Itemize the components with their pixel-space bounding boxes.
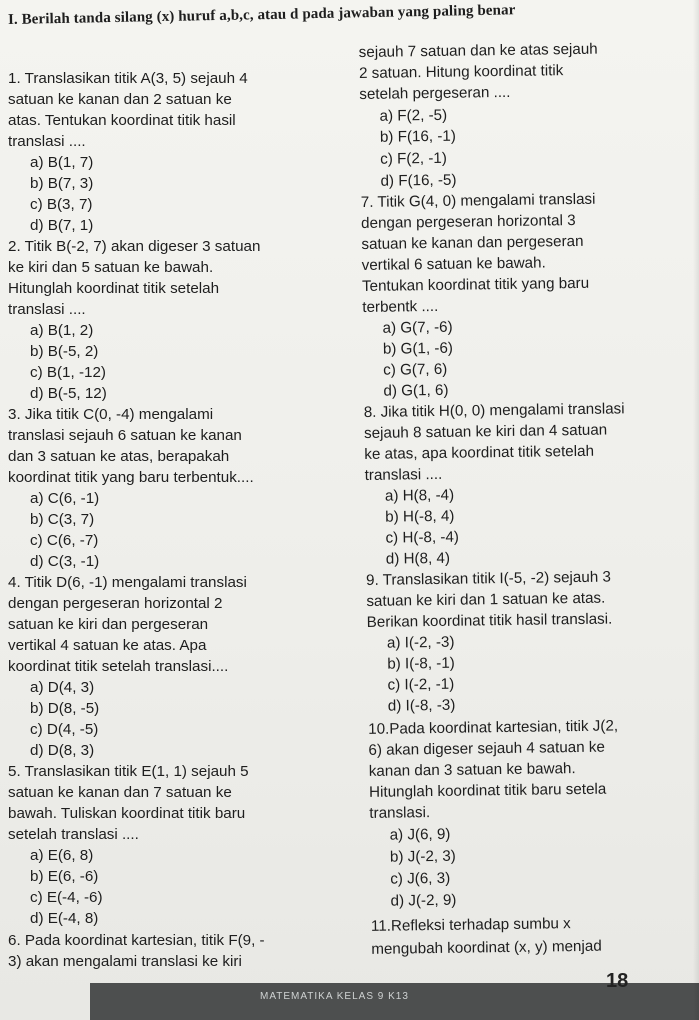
question-7-option-c[interactable]: c) G(7, 6): [383, 360, 448, 379]
question-9-option-d[interactable]: d) I(-8, -3): [387, 696, 456, 715]
question-6-option-b[interactable]: b) F(16, -1): [379, 127, 456, 146]
question-10-line-3: kanan dan 3 satuan ke bawah.: [368, 760, 576, 780]
question-4-option-a[interactable]: a) D(4, 3): [30, 679, 95, 696]
question-4-line-2: dengan pergeseran horizontal 2: [8, 595, 223, 612]
question-7-option-b[interactable]: b) G(1, -6): [382, 339, 454, 358]
question-3-line-1: 3. Jika titik C(0, -4) mengalami: [8, 406, 214, 423]
question-2-option-c[interactable]: c) B(1, -12): [30, 364, 106, 381]
question-9-line-1: 9. Translasikan titik I(-5, -2) sejauh 3: [365, 568, 611, 589]
question-4-line-1: 4. Titik D(6, -1) mengalami translasi: [8, 574, 247, 591]
question-7-option-d[interactable]: d) G(1, 6): [383, 381, 449, 400]
question-4-line-4: vertikal 4 satuan ke atas. Apa: [8, 637, 207, 654]
question-1-line-4: translasi ....: [8, 133, 86, 150]
question-5-line-3: bawah. Tuliskan koordinat titik baru: [8, 805, 246, 822]
question-2-option-b[interactable]: b) B(-5, 2): [30, 343, 99, 360]
question-4-line-3: satuan ke kiri dan pergeseran: [8, 616, 209, 633]
question-4-option-b[interactable]: b) D(8, -5): [30, 700, 100, 717]
question-3-line-3: dan 3 satuan ke atas, berapakah: [8, 448, 230, 465]
question-5-option-b[interactable]: b) E(6, -6): [30, 868, 99, 885]
question-7-line-5: Tentukan koordinat titik yang baru: [361, 274, 590, 295]
question-5-option-d[interactable]: d) E(-4, 8): [30, 910, 99, 927]
question-10-option-b[interactable]: b) J(-2, 3): [389, 847, 456, 866]
question-10-option-d[interactable]: d) J(-2, 9): [390, 891, 457, 910]
question-8-option-b[interactable]: b) H(-8, 4): [385, 507, 455, 526]
question-3-option-c[interactable]: c) C(6, -7): [30, 532, 99, 549]
question-7-line-2: dengan pergeseran horizontal 3: [361, 211, 576, 232]
question-1-line-1: 1. Translasikan titik A(3, 5) sejauh 4: [8, 70, 248, 87]
question-3-option-b[interactable]: b) C(3, 7): [30, 511, 95, 528]
question-10-line-4: Hitunglah koordinat titik baru setela: [368, 780, 607, 801]
question-7-option-a[interactable]: a) G(7, -6): [382, 318, 453, 337]
question-1-option-c[interactable]: c) B(3, 7): [30, 196, 93, 213]
question-4-option-d[interactable]: d) D(8, 3): [30, 742, 95, 759]
question-5-line-4: setelah translasi ....: [8, 826, 139, 843]
question-5-option-c[interactable]: c) E(-4, -6): [30, 889, 103, 906]
question-6-line-3: sejauh 7 satuan dan ke atas sejauh: [358, 40, 598, 61]
question-8-option-d[interactable]: d) H(8, 4): [385, 549, 451, 568]
page-number: 18: [606, 970, 629, 992]
section-title: I. Berilah tanda silang (x) huruf a,b,c, atau d pada jawaban yang paling benar: [7, 2, 516, 28]
question-7-line-3: satuan ke kanan dan pergeseran: [361, 232, 584, 253]
question-8-line-2: sejauh 8 satuan ke kiri dan 4 satuan: [363, 421, 608, 442]
question-8-line-3: ke atas, apa koordinat titik setelah: [364, 442, 595, 463]
question-10-line-5: translasi.: [369, 804, 431, 822]
question-6-line-1: 6. Pada koordinat kartesian, titik F(9, -: [8, 932, 265, 949]
question-9-line-2: satuan ke kiri dan 1 satuan ke atas.: [366, 589, 606, 610]
question-2-line-2: ke kiri dan 5 satuan ke bawah.: [8, 259, 214, 276]
question-6-option-a[interactable]: a) F(2, -5): [379, 106, 448, 125]
question-11-line-2: mengubah koordinat (x, y) menjad: [371, 937, 602, 958]
question-4-option-c[interactable]: c) D(4, -5): [30, 721, 99, 738]
question-9-option-c[interactable]: c) I(-2, -1): [387, 675, 455, 694]
question-2-option-a[interactable]: a) B(1, 2): [30, 322, 94, 339]
footer-label: MATEMATIKA KELAS 9 K13: [260, 991, 409, 1002]
question-9-option-b[interactable]: b) I(-8, -1): [387, 654, 455, 673]
question-5-line-1: 5. Translasikan titik E(1, 1) sejauh 5: [8, 763, 249, 780]
question-7-line-1: 7. Titik G(4, 0) mengalami translasi: [360, 190, 596, 211]
question-5-line-2: satuan ke kanan dan 7 satuan ke: [8, 784, 232, 801]
question-3-line-2: translasi sejauh 6 satuan ke kanan: [8, 427, 242, 444]
question-6-option-c[interactable]: c) F(2, -1): [380, 149, 447, 168]
question-8-line-1: 8. Jika titik H(0, 0) mengalami translasi: [363, 400, 625, 421]
question-1-line-2: satuan ke kanan dan 2 satuan ke: [8, 91, 232, 108]
question-8-line-4: translasi ....: [364, 465, 443, 484]
question-6-line-2: 3) akan mengalami translasi ke kiri: [8, 953, 242, 970]
question-3-option-a[interactable]: a) C(6, -1): [30, 490, 100, 507]
question-8-option-c[interactable]: c) H(-8, -4): [385, 528, 460, 547]
question-1-option-b[interactable]: b) B(7, 3): [30, 175, 94, 192]
question-5-option-a[interactable]: a) E(6, 8): [30, 847, 94, 864]
question-2-line-1: 2. Titik B(-2, 7) akan digeser 3 satuan: [8, 238, 261, 255]
question-6-line-4: 2 satuan. Hitung koordinat titik: [358, 62, 564, 82]
question-7-line-4: vertikal 6 satuan ke bawah.: [361, 254, 546, 274]
question-2-option-d[interactable]: d) B(-5, 12): [30, 385, 107, 402]
question-7-line-6: terbentk ....: [362, 297, 439, 316]
question-2-line-4: translasi ....: [8, 301, 86, 318]
question-3-option-d[interactable]: d) C(3, -1): [30, 553, 100, 570]
question-8-option-a[interactable]: a) H(8, -4): [384, 486, 455, 505]
question-6-line-5: setelah pergeseran ....: [359, 83, 511, 103]
question-9-option-a[interactable]: a) I(-2, -3): [386, 633, 455, 652]
question-1-option-d[interactable]: d) B(7, 1): [30, 217, 94, 234]
question-10-option-a[interactable]: a) J(6, 9): [389, 825, 451, 844]
question-4-line-5: koordinat titik setelah translasi....: [8, 658, 229, 675]
question-10-line-1: 10.Pada koordinat kartesian, titik J(2,: [368, 717, 619, 738]
question-1-option-a[interactable]: a) B(1, 7): [30, 154, 94, 171]
question-1-line-3: atas. Tentukan koordinat titik hasil: [8, 112, 236, 129]
question-9-line-3: Berikan koordinat titik hasil translasi.: [366, 610, 613, 631]
question-3-line-4: koordinat titik yang baru terbentuk....: [8, 469, 254, 486]
question-11-line-1: 11.Refleksi terhadap sumbu x: [370, 915, 571, 935]
page-edge-shadow: [693, 0, 699, 1020]
question-10-line-2: 6) akan digeser sejauh 4 satuan ke: [368, 738, 605, 759]
question-10-option-c[interactable]: c) J(6, 3): [390, 869, 451, 888]
question-2-line-3: Hitunglah koordinat titik setelah: [8, 280, 220, 297]
question-6-option-d[interactable]: d) F(16, -5): [380, 171, 457, 190]
